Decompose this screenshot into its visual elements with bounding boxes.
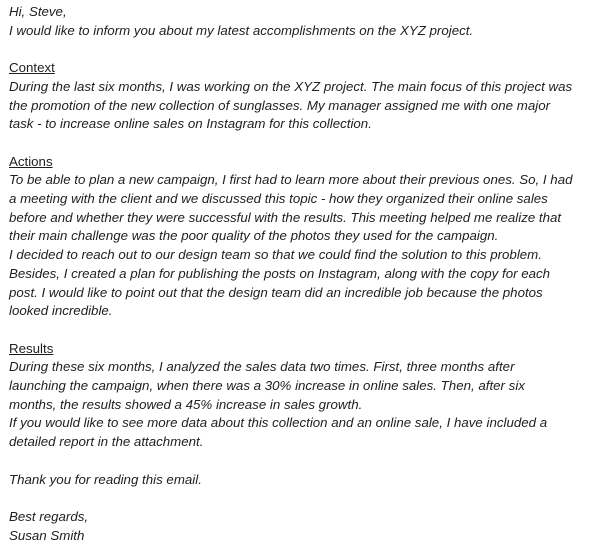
signature: Susan Smith (9, 527, 85, 543)
context-line: the promotion of the new collection of sunglasses. My manager assigned me with one major (9, 97, 551, 113)
spacer (9, 40, 600, 59)
actions-line: I decided to reach out to our design team so that we could find the solution to this problem. (9, 247, 542, 263)
results-line: During these six months, I analyzed the sales data two times. First, three months after (9, 359, 515, 375)
results-line: launching the campaign, when there was a 30% increase in online sales. Then, after six (9, 378, 525, 394)
intro-text: I would like to inform you about my latest accomplishments on the XYZ project. (9, 22, 474, 38)
results-line: If you would like to see more data about this collection and an online sale, I have included a (9, 415, 548, 431)
actions-line: To be able to plan a new campaign, I first had to learn more about their previous ones. So, I had (9, 172, 573, 188)
thanks-text: Thank you for reading this email. (9, 471, 202, 487)
actions-line: a meeting with the client and we discussed this topic - how they organized their online sales (9, 191, 548, 206)
spacer (9, 321, 600, 340)
results-line: detailed report in the attachment. (9, 434, 204, 450)
context-line: task - to increase online sales on Instagram for this collection. (9, 116, 372, 132)
spacer (9, 489, 600, 508)
spacer (9, 134, 600, 153)
actions-line: their main challenge was the poor quality of the photos they used for the campaign. (9, 228, 499, 244)
results-line: months, the results showed a 45% increase in sales growth. (9, 396, 363, 412)
actions-line: Besides, I created a plan for publishing the posts on Instagram, along with the copy for each (9, 265, 551, 281)
spacer (9, 452, 600, 471)
section-heading-results: Results (9, 340, 54, 356)
section-heading-actions: Actions (9, 153, 53, 169)
closing-text: Best regards, (9, 508, 89, 524)
greeting: Hi, Steve, (9, 4, 67, 19)
actions-line: before and whether they were successful with the results. This meeting helped me realize that (9, 209, 562, 225)
section-heading-context: Context (9, 60, 55, 76)
actions-line: post. I would like to point out that the design team did an incredible job because the photos (9, 284, 543, 300)
context-line: During the last six months, I was working on the XYZ project. The main focus of this project was (9, 78, 573, 94)
actions-line: looked incredible. (9, 303, 113, 319)
